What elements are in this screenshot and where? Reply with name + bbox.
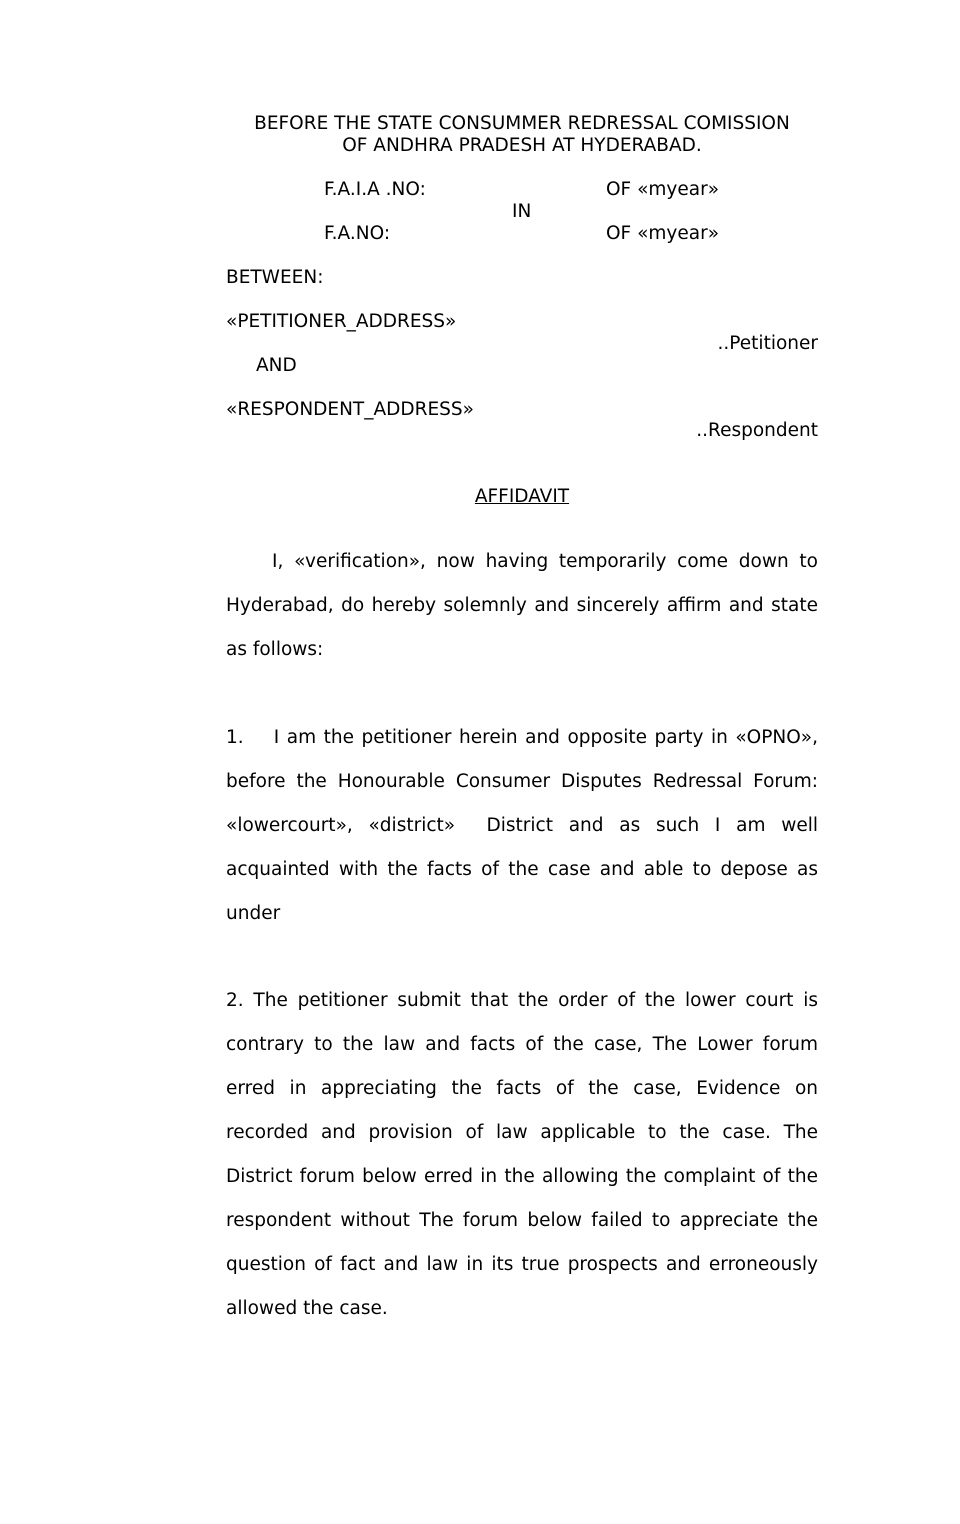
respondent-address: «RESPONDENT_ADDRESS» bbox=[226, 399, 474, 420]
in-label: IN bbox=[512, 201, 532, 222]
affidavit-intro: I, «verification», now having temporarily come down to Hyderabad, do hereby solemnly and sincerely affirm and state as follows: bbox=[226, 551, 818, 660]
paragraph-2: 2. The petitioner submit that the order of the lower court is contrary to the law and facts of the case, The Lower forum erred in appreciating the facts of the case, Evidence on recorded and provision of law applicable to the case. The District forum below erred in the allowing the complaint of the respondent without The forum below failed to appreciate the question of fact and law in its true prospects and erroneously allowed the case. bbox=[226, 990, 818, 1319]
affidavit-title: AFFIDAVIT bbox=[474, 486, 570, 507]
faia-year: OF «myear» bbox=[606, 179, 720, 200]
fa-year: OF «myear» bbox=[606, 223, 720, 244]
heading-line-2: OF ANDHRA PRADESH AT HYDERABAD. bbox=[342, 135, 702, 156]
between-label: BETWEEN: bbox=[226, 267, 324, 288]
paragraph-1: 1. I am the petitioner herein and opposite party in «OPNO», before the Honourable Consumer Disputes Redressal Forum: «lowercourt», «district» District and as such I am well acquainted with the facts of the case and able to depose as under bbox=[226, 727, 824, 924]
petitioner-address: «PETITIONER_ADDRESS» bbox=[226, 311, 457, 332]
respondent-label: ..Respondent bbox=[696, 420, 818, 441]
faia-number-label: F.A.I.A .NO: bbox=[324, 179, 426, 200]
and-label: AND bbox=[256, 355, 297, 376]
fa-number-label: F.A.NO: bbox=[324, 223, 391, 244]
petitioner-label: ..Petitioner bbox=[717, 333, 818, 354]
heading-line-1: BEFORE THE STATE CONSUMMER REDRESSAL COMISSION bbox=[254, 113, 790, 134]
